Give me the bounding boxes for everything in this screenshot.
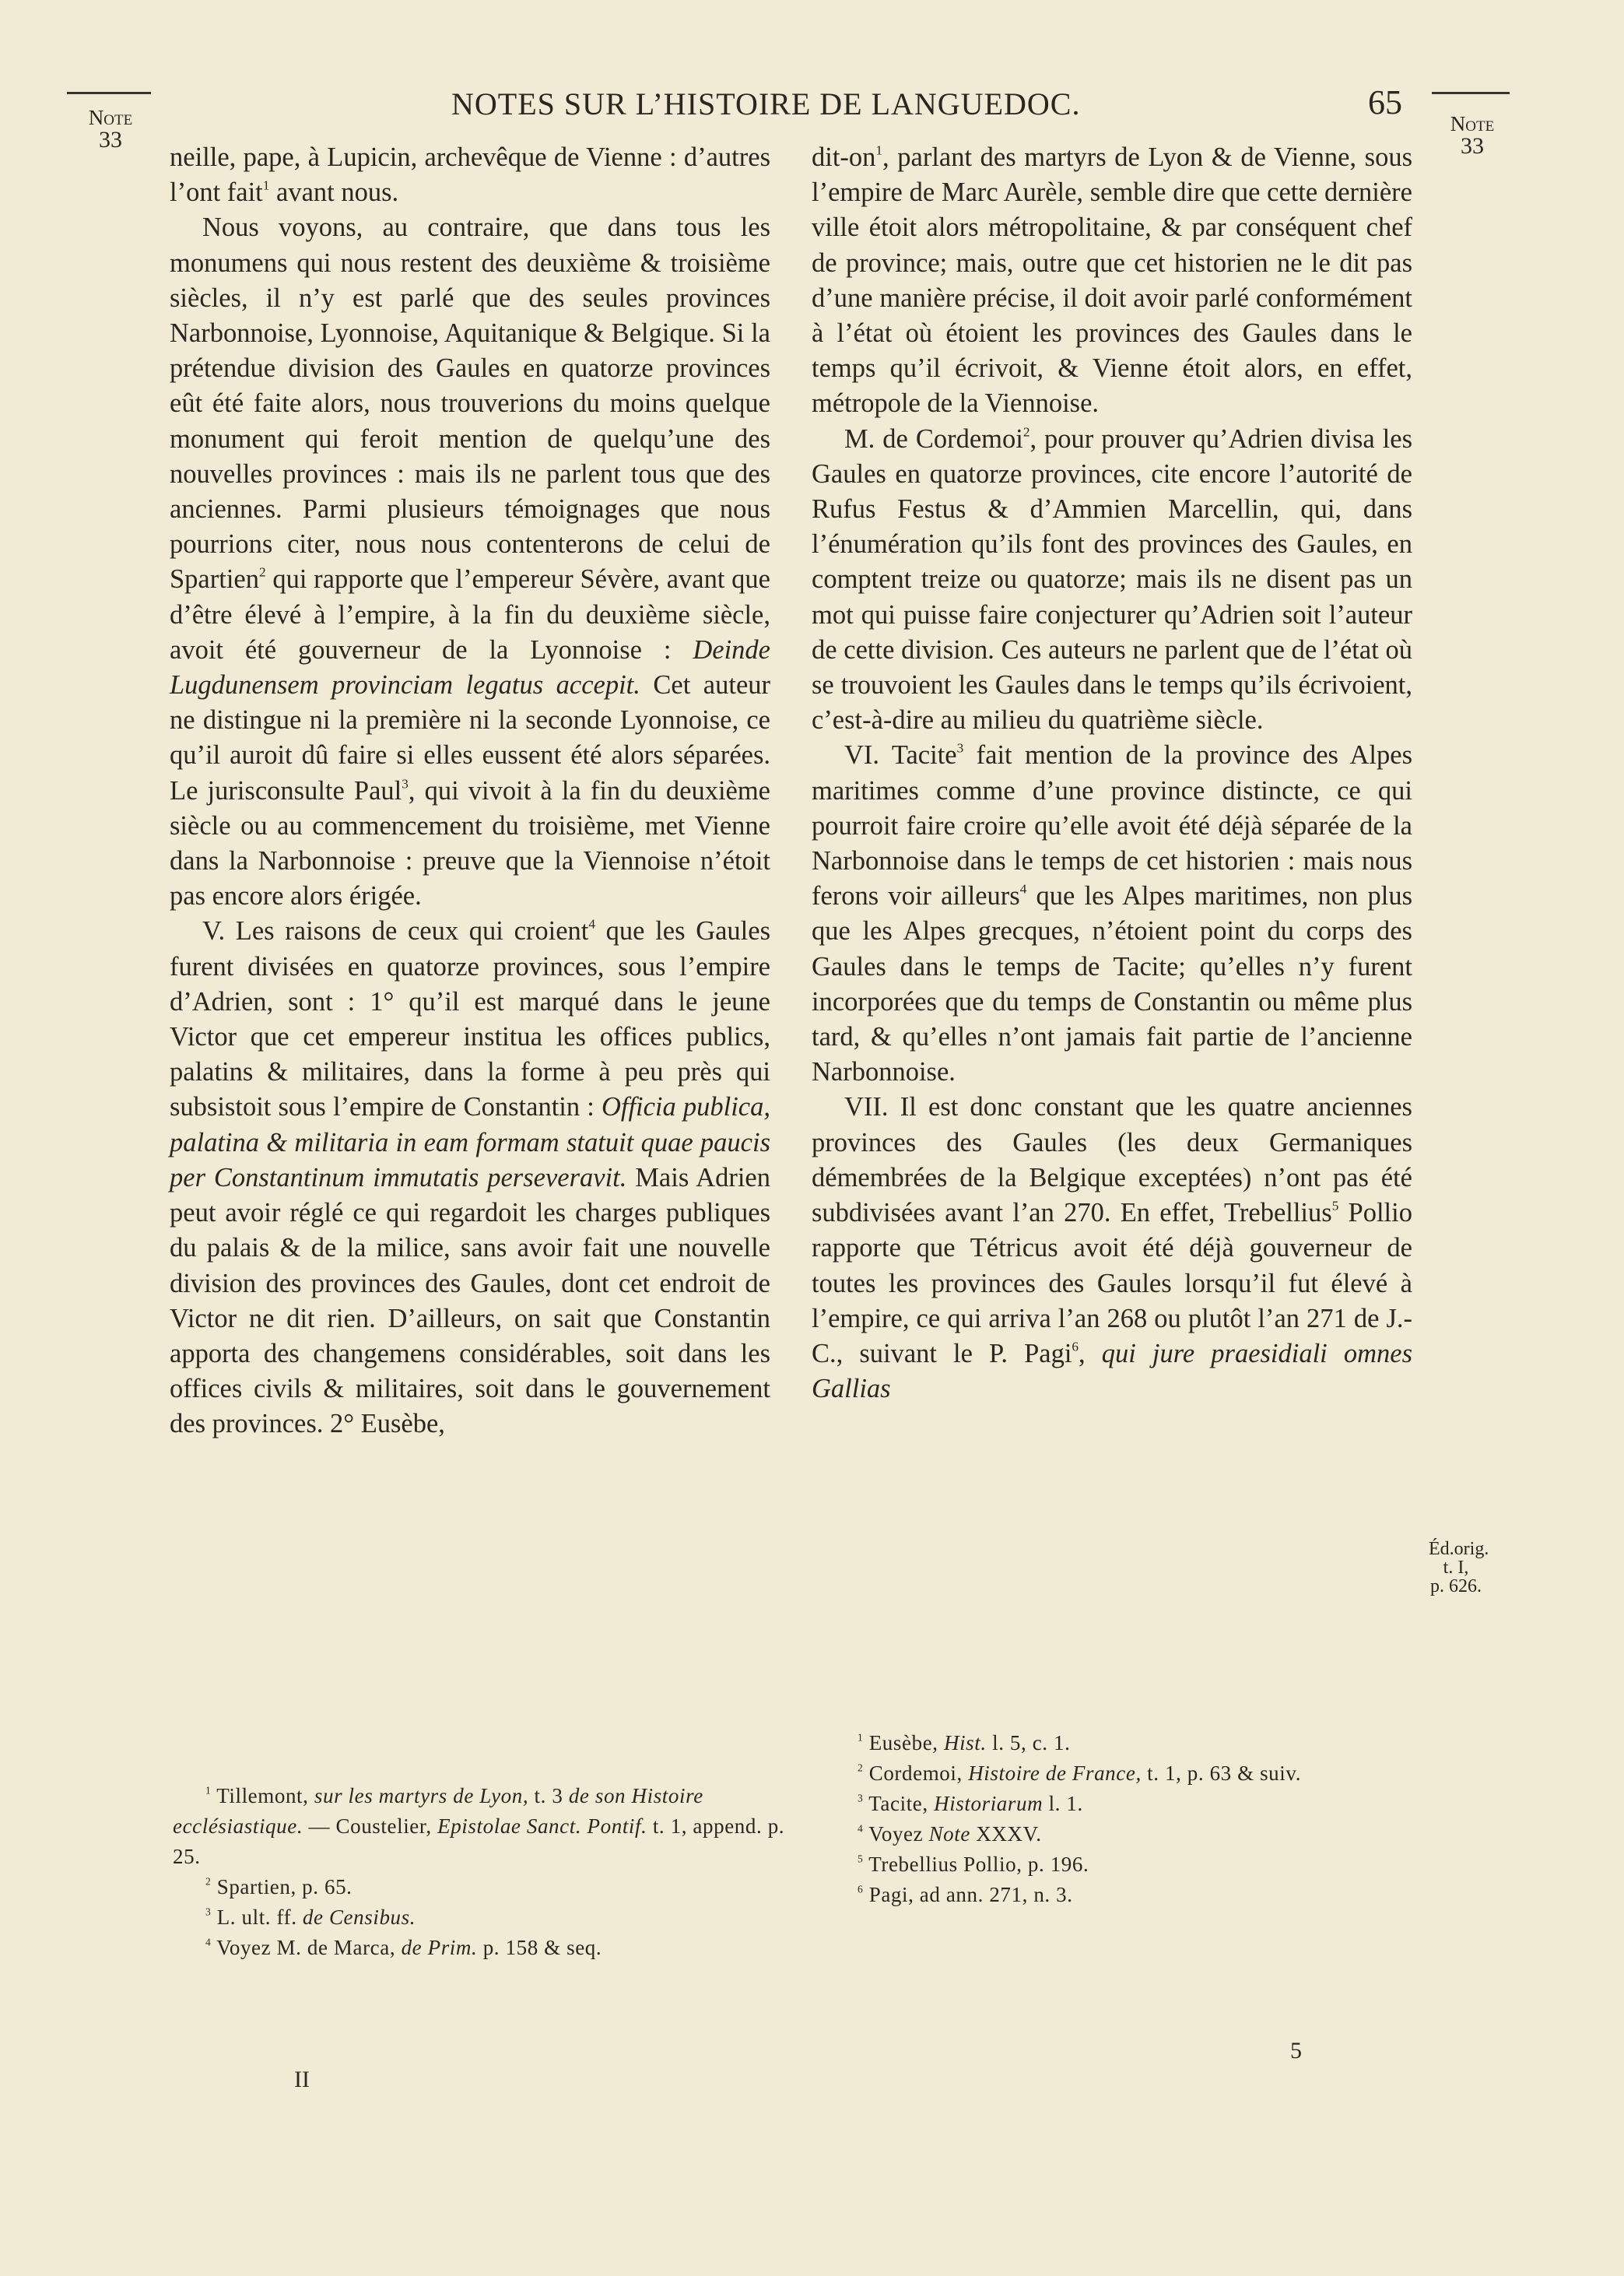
footnote: $^4$ Voyez M. de Marca, de Prim. p. 158 & seq. [205, 1936, 602, 1959]
footnote: $^1$ Tillemont, sur les martyrs de Lyon, t. 3 de son Histoire ecclésiastique. — Coustelier, Epistolae Sanct. Pontif. t. 1, append. p. 25. [173, 1784, 785, 1868]
right-column [812, 140, 1412, 1407]
footnote: $^2$ Spartien, p. 65. [205, 1875, 353, 1898]
footnote-ref: 3 [956, 740, 964, 756]
footnote-ref: 3 [402, 776, 409, 791]
footnote-ref: 4 [1019, 881, 1027, 897]
right-paragraph-2: M. de Cordemoi$^2$, pour prouver qu’Adrien divisa les Gaules en quatorze provinces, cite encore l’autorité de Rufus Festus & d’Ammien Marcellin, qui, dans l’énumération qu’ils font des provinces des Gaules, en comptent treize ou quatorze; mais ils ne disent pas un mot qui puisse faire conjecturer qu’Adrien soit l’auteur de cette division. Ces auteurs ne parlent que de l’état où se trouvoient les Gaules dans le temps qu’ils écrivoient, c’est-à-dire au milieu du quatrième siècle. [812, 423, 1412, 736]
footnote: $^6$ Pagi, ad ann. 271, n. 3. [858, 1883, 1073, 1906]
footnote: $^4$ Voyez Note XXXV. [858, 1822, 1042, 1846]
footnote-ref: 1 [262, 177, 270, 193]
edition-line-1: Éd.orig. [1429, 1539, 1489, 1559]
right-paragraph-4: VII. Il est donc constant que les quatre anciennes provinces des Gaules (les deux Germaniques démembrées de la Belgique exceptées) n’ont pas été subdivisées avant l’an 270. En effet, Trebellius$^5$ Pollio rapporte que Tétricus avoit été déjà gouverneur de toutes les provinces des Gaules lorsqu’il fut élevé à l’empire, ce qui arriva l’an 268 ou plutôt l’an 271 de J.-C., suivant le P. Pagi$^6$, qui jure praesidiali omnes Gallias [812, 1092, 1412, 1404]
left-note-label [72, 107, 149, 152]
folio-mark: 5 [1290, 2038, 1302, 2064]
footnote-ref: 2 [1022, 423, 1030, 439]
left-note-word: Note [88, 106, 133, 129]
right-paragraph-3: VI. Tacite$^3$ fait mention de la province des Alpes maritimes comme d’une province distincte, ce qui pourroit faire croire qu’elle avoit été déjà séparée de la Narbonnoise dans le temps de cet historien : mais nous ferons voir ailleurs$^4$ que les Alpes maritimes, non plus que les Alpes grecques, n’étoient point du corps des Gaules dans le temps de Tacite; qu’elles n’y furent incorporées que du temps de Constantin ou même plus tard, & qu’elles n’ont jamais fait partie de l’ancienne Narbonnoise. [812, 740, 1412, 1087]
page-number: 65 [1368, 83, 1402, 121]
footnote-ref: 2 [258, 564, 266, 580]
edition-line-2: t. I, [1443, 1558, 1469, 1578]
edition-line-3: p. 626. [1430, 1576, 1482, 1596]
footnote-ref: 1 [875, 142, 883, 158]
latin-quote: qui jure praesidiali omnes Gallias [812, 1338, 1412, 1404]
original-edition-marginal-note [1429, 1539, 1489, 1596]
left-footnotes [173, 1781, 787, 1963]
footnote: $^3$ L. ult. ff. de Censibus. [205, 1905, 416, 1929]
right-note-rule [1432, 92, 1510, 94]
footnote: $^5$ Trebellius Pollio, p. 196. [858, 1853, 1089, 1876]
footnote-ref: 4 [588, 916, 595, 932]
left-paragraph-1: neille, pape, à Lupicin, archevêque de Vienne : d’autres l’ont fait$^1$ avant nous. [170, 142, 770, 208]
left-paragraph-3: V. Les raisons de ceux qui croient$^4$ que les Gaules furent divisées en quatorze provinces, sous l’empire d’Adrien, sont : 1° qu’il est marqué dans le jeune Victor que cet empereur institua les offices publics, palatins & militaires, dans la forme à peu près qui subsistoit sous l’empire de Constantin : Officia publica, palatina & militaria in eam formam statuit quae paucis per Constantinum immutatis perseveravit. Mais Adrien peut avoir réglé ce qui regardoit les charges publiques du palais & de la milice, sans avoir fait une nouvelle division des provinces des Gaules, dont cet endroit de Victor ne dit rien. D’ailleurs, on sait que Constantin apporta des changemens considérables, soit dans les offices civils & militaires, soit dans le gouvernement des provinces. 2° Eusèbe, [170, 916, 770, 1439]
footnote: $^3$ Tacite, Historiarum l. 1. [858, 1792, 1083, 1815]
right-note-label [1433, 114, 1511, 158]
running-title: NOTES SUR L’HISTOIRE DE LANGUEDOC. [451, 86, 1081, 121]
footnote: $^1$ Eusèbe, Hist. l. 5, c. 1. [858, 1731, 1071, 1754]
footnote-ref: 6 [1072, 1339, 1079, 1354]
right-footnotes [825, 1728, 1440, 1910]
right-paragraph-1: dit-$on^1$, parlant des martyrs de Lyon & de Vienne, sous l’empire de Marc Aurèle, semble dire que cette dernière ville étoit alors métropolitaine, & par conséquent chef de province; mais, outre que cet historien ne le dit pas d’une manière précise, il doit avoir parlé conformément à l’état où étoient les provinces des Gaules dans le temps qu’il écrivoit, & Vienne étoit alors, en effet, métropole de la Viennoise. [812, 142, 1412, 419]
left-column [170, 140, 770, 1442]
right-note-number: 33 [1461, 133, 1484, 159]
footnote-ref: 5 [1331, 1198, 1339, 1214]
latin-quote: Deinde Lugdunensem provinciam legatus accepit. [170, 634, 770, 701]
left-note-number: 33 [99, 127, 122, 153]
latin-quote: Officia publica, palatina & militaria in eam formam statuit quae paucis per Constantinum immutatis perseveravit. [170, 1092, 770, 1192]
left-note-rule [67, 92, 151, 94]
left-paragraph-2: Nous voyons, au contraire, que dans tous les monumens qui nous restent des deuxième & troisième siècles, il n’y est parlé que des seules provinces Narbonnoise, Lyonnoise, Aquitanique & Belgique. Si la prétendue division des Gaules en quatorze provinces eût été faite alors, nous trouverions du moins quelque monument qui feroit mention de quelqu’une des nouvelles provinces : mais ils ne parlent tous que des anciennes. Parmi plusieurs témoignages que nous pourrions citer, nous nous contenterons de celui de Spartien$^2$ qui rapporte que l’empereur Sévère, avant que d’être élevé à l’empire, à la fin du deuxième siècle, avoit été gouverneur de la Lyonnoise : Deinde Lugdunensem provinciam legatus accepit. Cet auteur ne distingue ni la première ni la seconde Lyonnoise, ce qu’il auroit dû faire si elles eussent été alors séparées. Le jurisconsulte Paul$^3$, qui vivoit à la fin du deuxième siècle ou au commencement du troisième, met Vienne dans la Narbonnoise : preuve que la Viennoise n’étoit pas encore alors érigée. [170, 212, 771, 911]
signature-mark: II [294, 2067, 310, 2092]
right-note-word: Note [1450, 112, 1495, 135]
footnote: $^2$ Cordemoi, Histoire de France, t. 1, p. 63 & suiv. [858, 1761, 1302, 1785]
